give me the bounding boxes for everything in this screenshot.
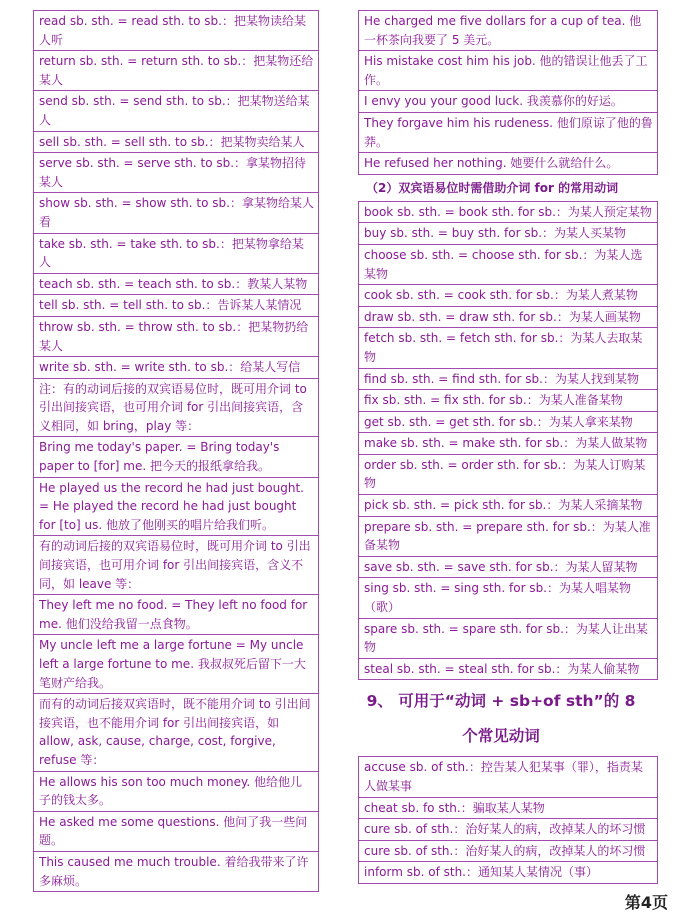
section-9-title-line2: 个常见动词	[462, 727, 540, 746]
table-row-text: He asked me some questions. 他问了我一些问题。	[34, 811, 319, 851]
table-row-text: buy sb. sth. = buy sth. for sb.：为某人买某物	[359, 223, 658, 245]
table-row	[34, 771, 319, 811]
table-row	[34, 233, 319, 273]
table-row	[34, 694, 319, 771]
table-row	[359, 797, 658, 819]
table-row-text: draw sb. sth. = draw sth. for sb.：为某人画某物	[359, 306, 658, 328]
table-row-text: serve sb. sth. = serve sth. to sb.：拿某物招待某人	[34, 153, 319, 193]
table-row	[359, 91, 658, 113]
table-row	[359, 201, 658, 223]
table-row	[34, 295, 319, 317]
table-row-text: 注：有的动词后接的双宾语易位时，既可用介词 to 引出间接宾语，也可用介词 for 引出间接宾语，含义相同，如 bring，play 等：	[34, 378, 319, 437]
table-row	[359, 658, 658, 680]
page-number: 第4页	[624, 893, 668, 912]
table-row	[359, 757, 658, 797]
table-row	[34, 635, 319, 694]
table-row-text: prepare sb. sth. = prepare sth. for sb.：为某人准备某物	[359, 516, 658, 556]
table-row-text: fix sb. sth. = fix sth. for sb.：为某人准备某物	[359, 390, 658, 412]
table-row-text: Bring me today's paper. = Bring today's paper to [for] me. 把今天的报纸拿给我。	[34, 437, 319, 477]
table-row	[359, 556, 658, 578]
table-row-text: book sb. sth. = book sth. for sb.：为某人预定某物	[359, 201, 658, 223]
table-row-text: sell sb. sth. = sell sth. to sb.：把某物卖给某人	[34, 131, 319, 153]
table-row	[359, 244, 658, 284]
table-row	[359, 411, 658, 433]
left-column	[33, 10, 319, 892]
right-top-table	[358, 10, 658, 175]
table-row	[34, 193, 319, 233]
of-verbs-table	[358, 756, 658, 884]
table-row-text: He played us the record he had just bought. = He played the record he had just bought for [to] us. 他放了他刚买的唱片给我们听。	[34, 477, 319, 536]
table-row-text: steal sb. sth. = steal sth. for sb.：为某人偷某物	[359, 658, 658, 680]
table-row-text: order sb. sth. = order sth. for sb.：为某人订购某物	[359, 454, 658, 494]
for-verbs-table	[358, 201, 658, 681]
table-row-text: pick sb. sth. = pick sth. for sb.：为某人采摘某物	[359, 495, 658, 517]
table-row	[34, 357, 319, 379]
table-row-text: cook sb. sth. = cook sth. for sb.：为某人煮某物	[359, 285, 658, 307]
section-9-title-line1: 9、 可用于“动词 + sb+of sth”的 8	[366, 692, 636, 711]
table-row	[34, 316, 319, 356]
table-row-text: take sb. sth. = take sth. to sb.：把某物拿给某人	[34, 233, 319, 273]
table-row-text: His mistake cost him his job. 他的错误让他丢了工作。	[359, 51, 658, 91]
table-row-text: They left me no food. = They left no food for me. 他们没给我留一点食物。	[34, 595, 319, 635]
table-row	[359, 819, 658, 841]
table-row	[34, 378, 319, 437]
table-row-text: choose sb. sth. = choose sth. for sb.：为某人选某物	[359, 244, 658, 284]
table-row	[34, 437, 319, 477]
table-row-text: spare sb. sth. = spare sth. for sb.：为某人让出某物	[359, 618, 658, 658]
table-row-text: cure sb. of sth.：治好某人的病，改掉某人的坏习惯	[359, 840, 658, 862]
table-row	[34, 851, 319, 891]
table-row-text: find sb. sth. = find sth. for sb.：为某人找到某物	[359, 368, 658, 390]
table-row-text: They forgave him his rudeness. 他们原谅了他的鲁莽。	[359, 112, 658, 152]
table-row-text: send sb. sth. = send sth. to sb.：把某物送给某人	[34, 91, 319, 131]
table-row	[359, 578, 658, 618]
table-row	[359, 618, 658, 658]
table-row-text: 而有的动词后接双宾语时，既不能用介词 to 引出间接宾语，也不能用介词 for 引出间接宾语，如 allow, ask, cause, charge, cost, forgive, refuse 等：	[34, 694, 319, 771]
table-row-text: save sb. sth. = save sth. for sb.：为某人留某物	[359, 556, 658, 578]
table-row-text: write sb. sth. = write sth. to sb.：给某人写信	[34, 357, 319, 379]
table-row	[34, 273, 319, 295]
table-row	[359, 840, 658, 862]
table-row-text: 有的动词后接的双宾语易位时，既可用介词 to 引出间接宾语，也可用介词 for 引出间接宾语，含义不同，如 leave 等：	[34, 536, 319, 595]
table-row	[359, 306, 658, 328]
table-row-text: tell sb. sth. = tell sth. to sb.：告诉某人某情况	[34, 295, 319, 317]
table-row-text: I envy you your good luck. 我羡慕你的好运。	[359, 91, 658, 113]
table-row	[359, 516, 658, 556]
table-row	[359, 328, 658, 368]
table-row-text: He charged me five dollars for a cup of tea. 他一杯茶向我要了 5 美元。	[359, 11, 658, 51]
table-row-text: inform sb. of sth.：通知某人某情况（事）	[359, 862, 658, 884]
table-row	[34, 811, 319, 851]
table-row	[34, 131, 319, 153]
table-row	[359, 285, 658, 307]
table-row-text: cure sb. of sth.：治好某人的病，改掉某人的坏习惯	[359, 819, 658, 841]
table-row-text: sing sb. sth. = sing sth. for sb.：为某人唱某物（歌）	[359, 578, 658, 618]
table-row	[34, 51, 319, 91]
table-row	[34, 536, 319, 595]
table-row	[359, 368, 658, 390]
table-row	[359, 112, 658, 152]
table-row-text: He refused her nothing. 她要什么就给什么。	[359, 153, 658, 175]
table-row	[34, 477, 319, 536]
table-row-text: throw sb. sth. = throw sth. to sb.：把某物扔给某人	[34, 316, 319, 356]
right-column	[358, 10, 658, 884]
table-row	[34, 595, 319, 635]
table-row	[34, 91, 319, 131]
table-row-text: make sb. sth. = make sth. for sb.：为某人做某物	[359, 433, 658, 455]
table-row	[359, 495, 658, 517]
table-row-text: read sb. sth. = read sth. to sb.：把某物读给某人听	[34, 11, 319, 51]
table-row	[359, 51, 658, 91]
table-row-text: accuse sb. of sth.：控告某人犯某事（罪），指责某人做某事	[359, 757, 658, 797]
left-table	[33, 10, 319, 892]
table-row	[359, 454, 658, 494]
table-row	[359, 11, 658, 51]
table-row-text: show sb. sth. = show sth. to sb.：拿某物给某人看	[34, 193, 319, 233]
table-row	[34, 11, 319, 51]
table-row	[359, 390, 658, 412]
table-row-text: This caused me much trouble. 着给我带来了许多麻烦。	[34, 851, 319, 891]
table-row-text: He allows his son too much money. 他给他儿子的钱太多。	[34, 771, 319, 811]
table-row-text: teach sb. sth. = teach sth. to sb.：教某人某物	[34, 273, 319, 295]
for-verbs-subheading: （2）双宾语易位时需借助介词 for 的常用动词	[366, 180, 619, 195]
table-row-text: return sb. sth. = return sth. to sb.：把某物还给某人	[34, 51, 319, 91]
table-row	[359, 862, 658, 884]
table-row	[359, 433, 658, 455]
table-row-text: fetch sb. sth. = fetch sth. for sb.：为某人去取某物	[359, 328, 658, 368]
table-row	[359, 223, 658, 245]
table-row-text: get sb. sth. = get sth. for sb.：为某人拿来某物	[359, 411, 658, 433]
table-row-text: cheat sb. fo sth.：骗取某人某物	[359, 797, 658, 819]
table-row	[359, 153, 658, 175]
table-row	[34, 153, 319, 193]
table-row-text: My uncle left me a large fortune = My uncle left a large fortune to me. 我叔叔死后留下一大笔财产给我。	[34, 635, 319, 694]
